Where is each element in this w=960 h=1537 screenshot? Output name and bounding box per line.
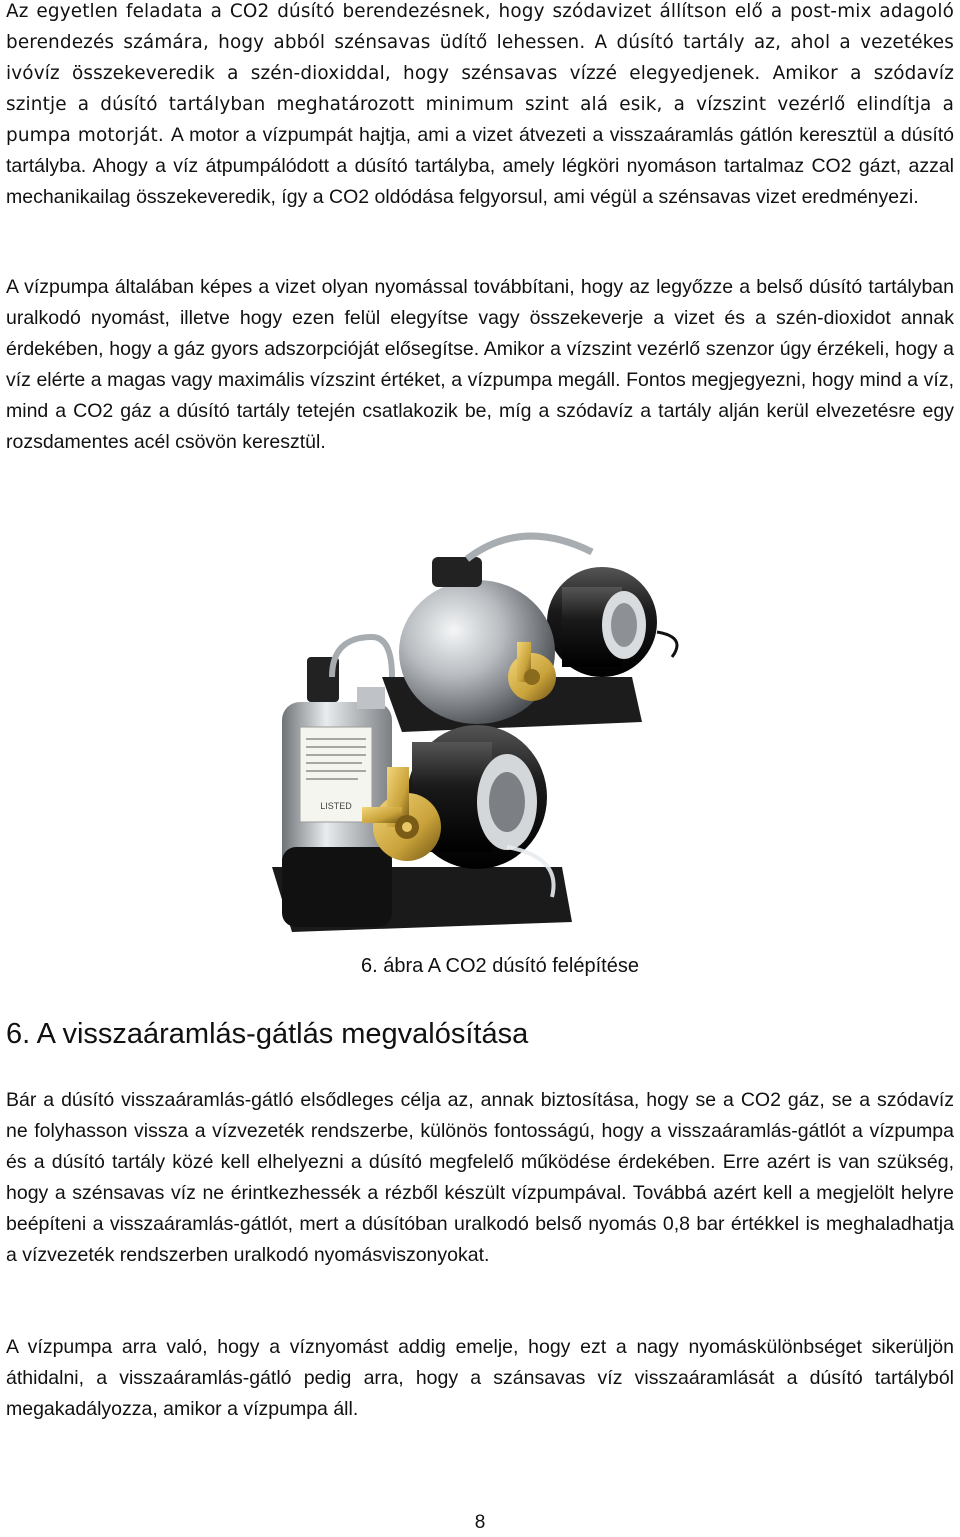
paragraph-pump: A vízpumpa általában képes a vizet olyan nyomással továbbítani, hogy az legyőzze a belső dúsító tartályban uralkodó nyomást, illetve hogy ezen felül elegyítse vagy összekeverje a vizet és a szén-dioxidot annak érdekében, hogy a gáz gyors adszorpcióját elősegítse. Amikor a vízszint vezérlő szenzor úgy érzékeli, hogy a víz elérte a magas vagy maximális vízszint értéket, a vízpumpa megáll. Fontos megjegyezni, hogy mind a víz, mind a CO2 gáz a dúsító tartály tetején csatlakozik be, míg a szódavíz a tartály alján kerül elvezetésre egy rozsdamentes acél csövön keresztül. [6, 276, 954, 453]
figure-caption-text: 6. ábra A CO2 dúsító felépítése [361, 955, 639, 977]
label-listed-text: LISTED [320, 801, 352, 811]
co2-carbonator-photo [262, 527, 702, 957]
figure-caption [0, 955, 960, 978]
carbonator-illustration [262, 527, 702, 957]
paragraph-pump-purpose: A vízpumpa arra való, hogy a víznyomást addig emelje, hogy ezt a nagy nyomáskülönbséget sikerüljön áthidalni, a visszaáramlás-gátló pedig arra, hogy a szánsavas víz visszaáramlását a dúsító tartályból megakadályozza, amikor a vízpumpa áll. [6, 1336, 954, 1420]
page-number: 8 [474, 1512, 486, 1533]
paragraph-intro [6, 0, 954, 213]
paragraph-backflow: Bár a dúsító visszaáramlás-gátló elsődleges célja az, annak biztosítása, hogy se a CO2 gáz, se a szódavíz ne folyhasson vissza a vízvezeték rendszerbe, különös fontosságú, hogy a visszaáramlás-gátlót a vízpumpa és a dúsító tartály közé kell elhelyezni a dúsító megfelelő működése érdekében. Erre azért is van szükség, hogy a szénsavas víz ne érintkezhessék a rézből készült vízpumpával. Továbbá azért kell a megjelölt helyre beépíteni a visszaáramlás-gátlót, mert a dúsítóban uralkodó belső nyomás 0,8 bar értékkel is meghaladhatja a vízvezeték rendszerben uralkodó nyomásviszonyokat. [6, 1089, 954, 1266]
steel-tank [399, 580, 555, 724]
paragraph-intro-part-1: Az egyetlen feladata a CO2 dúsító berendezésnek, hogy szódavizet állítson elő a post-mix adagoló berendezés számára, hogy abból szénsavas üdítő lehessen. A dúsító tartály az, ahol a vezetékes ivóvíz összekeveredik a szén-dioxiddal, hogy szénsavas vízzé elegyedjenek. Amikor a szódavíz szintje a dúsító tartályban meghatározott minimum szint alá esik, a vízszint vezérlő elindítja a pumpa motorját. [6, 1, 954, 146]
paragraph-intro-part-2: A motor a vízpumpát hajtja, ami a vizet átvezeti a visszaáramlás gátlón keresztül a dúsító tartályba. Ahogy a víz átpumpálódott a dúsító tartályba, amely légköri nyomáson tartalmaz CO2 gázt, azzal mechanikailag összekeveredik, így a CO2 oldódása felgyorsul, ami végül a szénsavas vizet eredményezi. [6, 124, 955, 208]
section-heading: 6. A visszaáramlás-gátlás megvalósítása [6, 1018, 529, 1050]
